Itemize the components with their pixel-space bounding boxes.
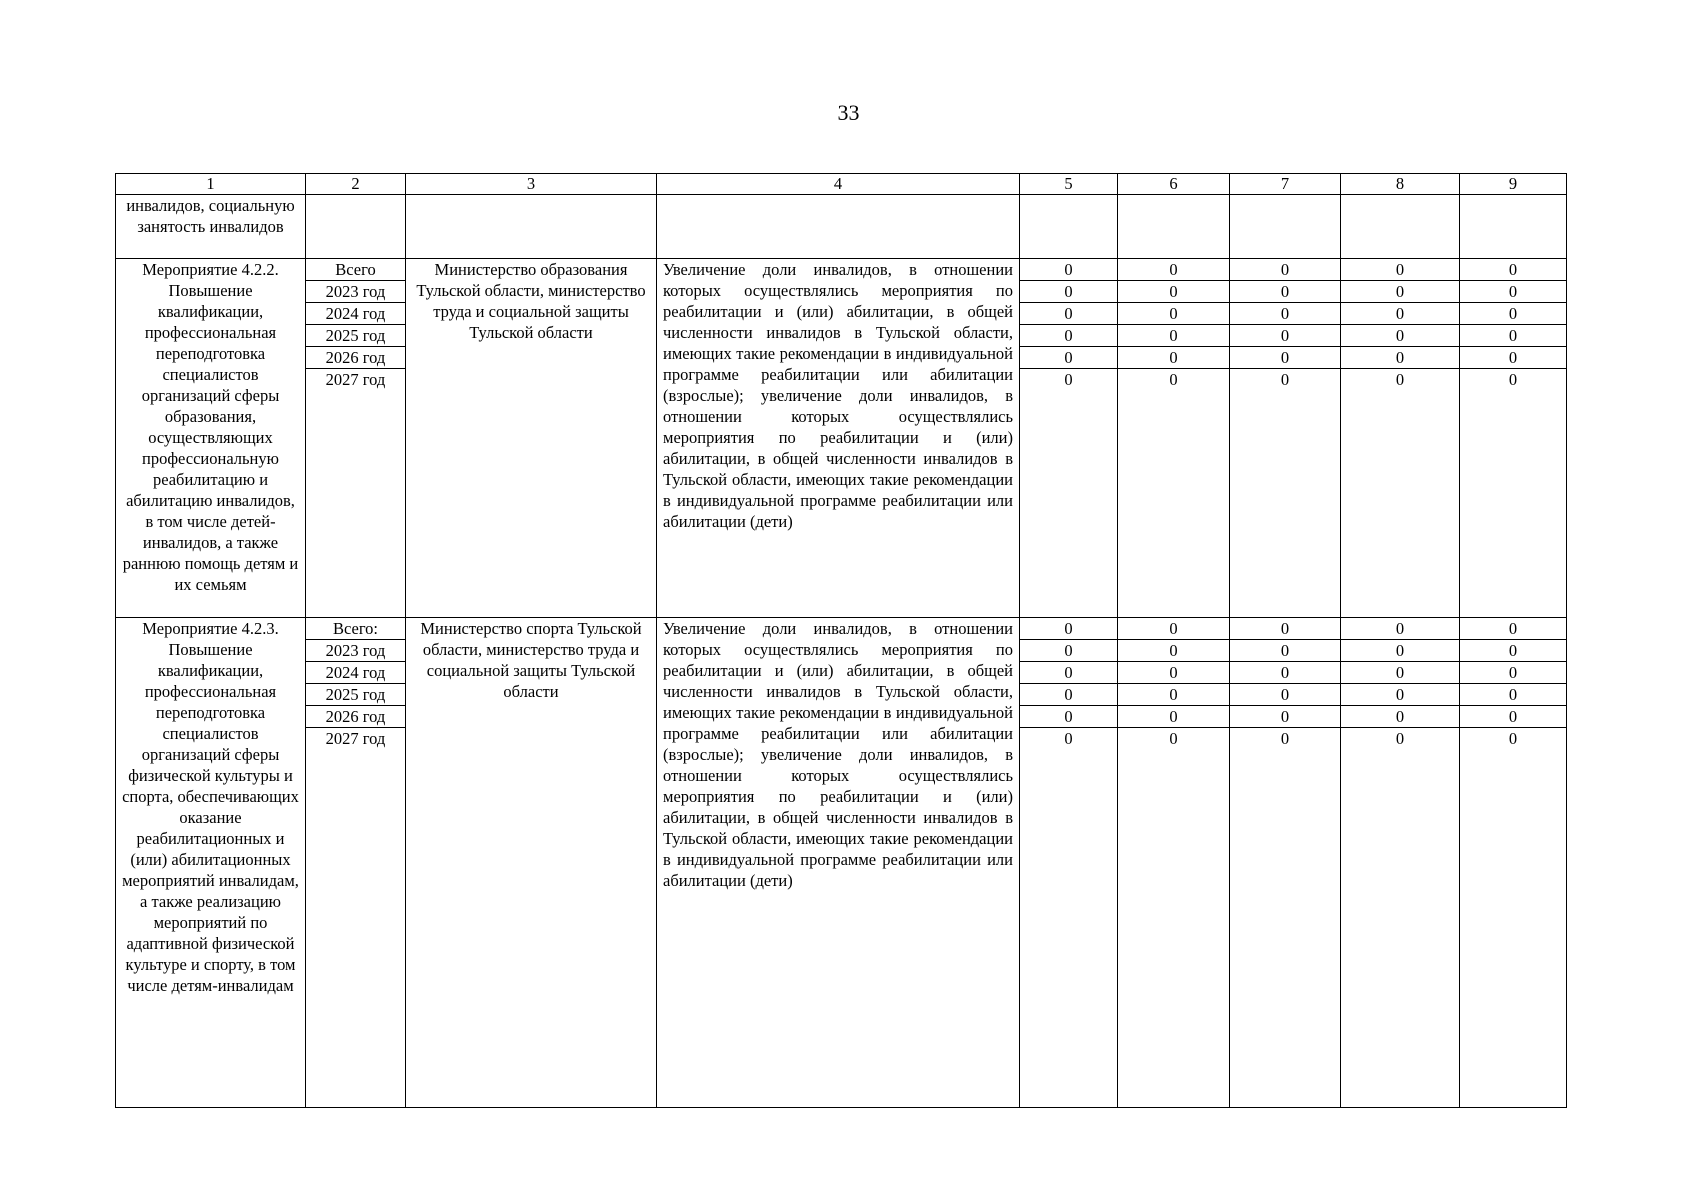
stack-value: 0 <box>1460 281 1566 303</box>
table-row <box>116 259 1567 618</box>
empty-cell <box>1230 195 1341 259</box>
stack-value: 0 <box>1341 684 1459 706</box>
empty-cell <box>1118 195 1230 259</box>
stack-value: Всего: <box>306 618 405 640</box>
stack-value: 0 <box>1169 729 1178 748</box>
stack-value: 0 <box>1118 303 1229 325</box>
stack-value: 2025 год <box>306 325 405 347</box>
stack-value: 0 <box>1118 259 1229 281</box>
values-col-7 <box>1230 618 1341 1108</box>
header-col-2: 2 <box>306 174 406 195</box>
stack-value: 0 <box>1280 729 1290 748</box>
stack-value: 0 <box>1341 325 1459 347</box>
stack-value: 2027 год <box>325 729 386 748</box>
stack-value: 0 <box>1118 662 1229 684</box>
stack-value: 0 <box>1280 370 1290 389</box>
stack-value: 0 <box>1230 347 1340 369</box>
stack-value: 0 <box>1064 370 1073 389</box>
header-col-5: 5 <box>1020 174 1118 195</box>
stack-value: 0 <box>1020 662 1117 684</box>
values-col-6 <box>1118 259 1230 618</box>
indicator: Увеличение доли инвалидов, в отношении которых осуществлялись мероприятия по реабилитации и (или) абилитации, в общей численности инвалидов в Тульской области, имеющих такие рекомендации в индивидуальной программе реабилитации или абилитации (взрослые); увеличение доли инвалидов, в отношении которых осуществлялись мероприятия по реабилитации и (или) абилитации, в общей численности инвалидов в Тульской области, имеющих такие рекомендации в индивидуальной программе реабилитации или абилитации (дети) <box>657 259 1020 618</box>
page-number: 33 <box>837 100 860 125</box>
stack-value: 0 <box>1230 662 1340 684</box>
stack-value: 0 <box>1395 729 1405 748</box>
stack-value: 0 <box>1460 706 1566 728</box>
empty-cell <box>406 195 657 259</box>
executor: Министерство образования Тульской области, министерство труда и социальной защиты Тульской области <box>406 259 657 618</box>
values-col-9 <box>1460 259 1567 618</box>
stack-value: 2027 год <box>325 370 386 389</box>
stack-value: 0 <box>1230 303 1340 325</box>
stack-value: 2026 год <box>306 706 405 728</box>
stack-value: 0 <box>1118 618 1229 640</box>
stack-value: 0 <box>1230 618 1340 640</box>
stack-value: 0 <box>1020 281 1117 303</box>
stack-value: 0 <box>1341 706 1459 728</box>
stack-value: 0 <box>1460 259 1566 281</box>
header-col-9: 9 <box>1460 174 1567 195</box>
values-col-8 <box>1341 259 1460 618</box>
stack-value: 0 <box>1020 706 1117 728</box>
header-col-7: 7 <box>1230 174 1341 195</box>
stack-value: 0 <box>1341 347 1459 369</box>
table-row <box>116 618 1567 1108</box>
stack-value: 0 <box>1230 640 1340 662</box>
header-col-8: 8 <box>1341 174 1460 195</box>
periods-cell <box>306 618 406 1108</box>
stack-value: 2025 год <box>306 684 405 706</box>
indicator: Увеличение доли инвалидов, в отношении которых осуществлялись мероприятия по реабилитации и (или) абилитации, в общей численности инвалидов в Тульской области, имеющих такие рекомендации в индивидуальной программе реабилитации или абилитации (взрослые); увеличение доли инвалидов, в отношении которых осуществлялись мероприятия по реабилитации и (или) абилитации, в общей численности инвалидов в Тульской области, имеющих такие рекомендации в индивидуальной программе реабилитации или абилитации (дети) <box>657 618 1020 1108</box>
stack-value: 2024 год <box>306 662 405 684</box>
header-col-3: 3 <box>406 174 657 195</box>
stack-value: 0 <box>1230 325 1340 347</box>
header-row <box>116 174 1567 195</box>
stack-value: 0 <box>1118 640 1229 662</box>
stack-value: 2024 год <box>306 303 405 325</box>
stack-value: 0 <box>1230 706 1340 728</box>
stack-value: 0 <box>1341 281 1459 303</box>
periods-cell <box>306 259 406 618</box>
stack-value: 0 <box>1230 281 1340 303</box>
stack-value: 0 <box>1020 618 1117 640</box>
stack-value: 0 <box>1460 684 1566 706</box>
stack-value: 0 <box>1460 347 1566 369</box>
stack-value: 0 <box>1169 370 1178 389</box>
values-col-9 <box>1460 618 1567 1108</box>
stack-value: 0 <box>1341 618 1459 640</box>
stack-value: 0 <box>1395 370 1405 389</box>
empty-cell <box>1020 195 1118 259</box>
stack-value: 0 <box>1118 347 1229 369</box>
stack-value: 0 <box>1460 303 1566 325</box>
stack-value: 0 <box>1460 640 1566 662</box>
empty-cell <box>1341 195 1460 259</box>
header-col-1: 1 <box>116 174 306 195</box>
stack-value: 0 <box>1230 259 1340 281</box>
stack-value: 0 <box>1020 347 1117 369</box>
stack-value: 0 <box>1118 325 1229 347</box>
empty-cell <box>657 195 1020 259</box>
continuation-name: инвалидов, социальную занятость инвалидов <box>116 195 306 259</box>
stack-value: 0 <box>1230 684 1340 706</box>
values-col-5 <box>1020 618 1118 1108</box>
stack-value: 0 <box>1064 729 1073 748</box>
stack-value: 0 <box>1341 662 1459 684</box>
activities-table <box>115 173 1567 1108</box>
empty-cell <box>1460 195 1567 259</box>
executor: Министерство спорта Тульской области, министерство труда и социальной защиты Тульской области <box>406 618 657 1108</box>
empty-cell <box>306 195 406 259</box>
stack-value: 0 <box>1118 706 1229 728</box>
values-col-8 <box>1341 618 1460 1108</box>
activity-name: Мероприятие 4.2.3. Повышение квалификации, профессиональная переподготовка специалистов организаций сферы физической культуры и спорта, обеспечивающих оказание реабилитационных и (или) абилитационных мероприятий инвалидам, а также реализацию мероприятий по адаптивной физической культуре и спорту, в том числе детям-инвалидам <box>116 618 306 1108</box>
stack-value: 0 <box>1460 662 1566 684</box>
stack-value: 0 <box>1118 281 1229 303</box>
stack-value: 0 <box>1020 684 1117 706</box>
header-col-6: 6 <box>1118 174 1230 195</box>
stack-value: 0 <box>1341 259 1459 281</box>
stack-value: 0 <box>1020 325 1117 347</box>
header-col-4: 4 <box>657 174 1020 195</box>
stack-value: 0 <box>1020 259 1117 281</box>
stack-value: 0 <box>1460 325 1566 347</box>
stack-value: 0 <box>1508 729 1518 748</box>
table-row-continuation <box>116 195 1567 259</box>
stack-value: 0 <box>1460 618 1566 640</box>
values-col-6 <box>1118 618 1230 1108</box>
stack-value: Всего <box>306 259 405 281</box>
stack-value: 0 <box>1020 640 1117 662</box>
stack-value: 2026 год <box>306 347 405 369</box>
stack-value: 0 <box>1020 303 1117 325</box>
stack-value: 0 <box>1508 370 1518 389</box>
values-col-7 <box>1230 259 1341 618</box>
stack-value: 0 <box>1341 303 1459 325</box>
stack-value: 2023 год <box>306 640 405 662</box>
stack-value: 0 <box>1341 640 1459 662</box>
values-col-5 <box>1020 259 1118 618</box>
stack-value: 2023 год <box>306 281 405 303</box>
stack-value: 0 <box>1118 684 1229 706</box>
activity-name: Мероприятие 4.2.2. Повышение квалификации, профессиональная переподготовка специалистов организаций сферы образования, осуществляющих профессиональную реабилитацию и абилитацию инвалидов, в том числе детей-инвалидов, а также раннюю помощь детям и их семьям <box>116 259 306 618</box>
